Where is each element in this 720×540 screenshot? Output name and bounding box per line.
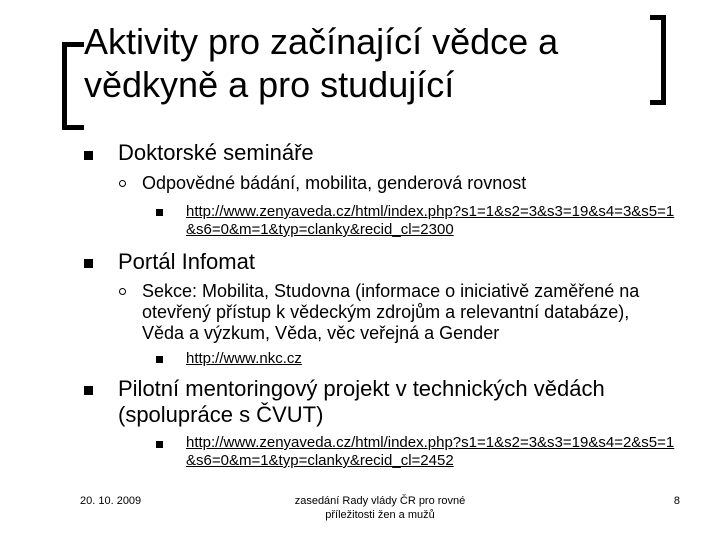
sub-item-odpovedne-badani: Odpovědné bádání, mobilita, genderová rovnost [142,173,527,193]
square-bullet-icon [84,259,93,268]
link-zenyaveda-2300[interactable]: http://www.zenyaveda.cz/html/index.php?s1=1&s2=3&s3=19&s4=3&s5=1&s6=0&m=1&typ=clanky&recid_cl=2300 [186,203,675,238]
bullet-item-portal-infomat: Portál Infomat [118,249,255,274]
square-bullet-icon [156,441,163,448]
sub-item-sekce-mobilita: Sekce: Mobilita, Studovna (informace o iniciativě zaměřené na otevřený přístup k vědeckým zdrojům a relevantní databáze), Věda a výzkum, Věda, věc veřejná a Gender [142,281,640,343]
ring-bullet-icon [119,288,126,295]
square-bullet-icon [156,209,163,216]
footer-center-text: zasedání Rady vlády ČR pro rovné příležitosti žen a mužů [294,495,466,521]
title-bracket-left [62,42,84,130]
ring-bullet-icon [119,180,126,187]
slide-title: Aktivity pro začínající vědce a vědkyně a pro studující [84,21,559,105]
footer-date: 20. 10. 2009 [80,495,142,507]
footer-page-number: 8 [673,495,680,507]
square-bullet-icon [84,151,93,160]
link-nkc[interactable]: http://www.nkc.cz [186,350,302,367]
bullet-item-pilotni-mentoring: Pilotní mentoringový projekt v technických vědách (spolupráce s ČVUT) [118,376,605,427]
link-zenyaveda-2452[interactable]: http://www.zenyaveda.cz/html/index.php?s1=1&s2=3&s3=19&s4=2&s5=1&s6=0&m=1&typ=clanky&recid_cl=2452 [186,434,675,469]
square-bullet-icon [84,386,93,395]
title-bracket-right [650,15,666,105]
bullet-item-doktorske-seminare: Doktorské semináře [118,140,314,165]
square-bullet-icon [156,356,163,363]
